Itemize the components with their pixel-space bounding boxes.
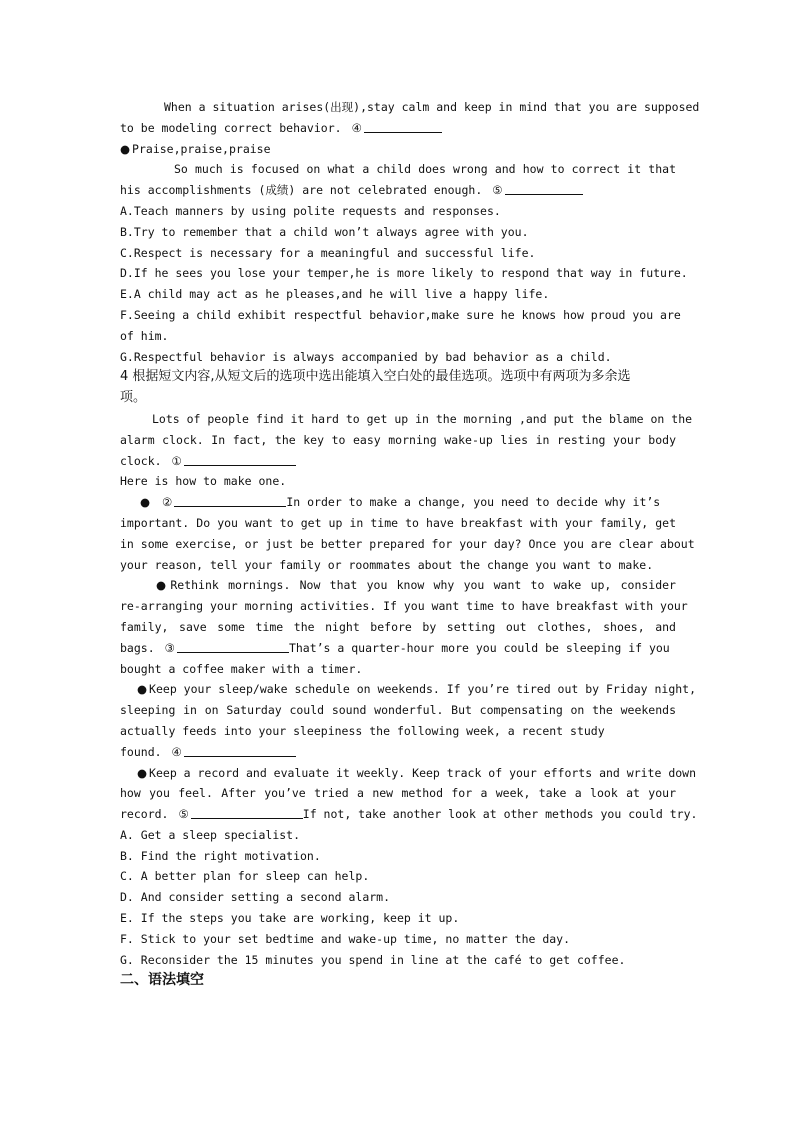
option-item: F.Seeing a child exhibit respectful behavior,make sure he knows how proud you are — [120, 307, 681, 322]
paragraph-line: Here is how to make one. — [120, 474, 287, 489]
paragraph-line: important. Do you want to get up in time to have breakfast with your family, get — [120, 515, 676, 530]
bullet-icon: ● — [140, 495, 151, 510]
blank-number: ④ — [351, 120, 362, 135]
option-item: D. And consider setting a second alarm. — [120, 890, 391, 905]
paragraph-line: his accomplishments (成绩) are not celebrated enough. ⑤ — [120, 180, 676, 201]
task-instruction: 4 根据短文内容,从短文后的选项中选出能填入空白处的最佳选项。选项中有两项为多余选 — [120, 369, 631, 385]
answer-blank[interactable] — [177, 640, 289, 653]
paragraph-line: in some exercise, or just be better prepared for your day? Once you are clear about — [120, 536, 695, 551]
paragraph-line: actually feeds into your sleepiness the following week, a recent study — [120, 723, 605, 738]
paragraph-line: When a situation arises(出现),stay calm and keep in mind that you are supposed — [164, 100, 700, 114]
option-item: B.Try to remember that a child won’t always agree with you. — [120, 224, 529, 239]
task-instruction: 项。 — [120, 390, 147, 406]
paragraph-line: family, save some time the night before by setting out clothes, shoes, and — [120, 619, 676, 634]
paragraph-line: bought a coffee maker with a timer. — [120, 661, 363, 676]
section-heading: 二、语法填空 — [120, 972, 204, 989]
section-heading: ● Praise,praise,praise — [120, 141, 271, 156]
document-page — [120, 97, 700, 991]
paragraph-line: ● Keep a record and evaluate it weekly. Keep track of your efforts and write down — [137, 765, 697, 780]
option-item: G.Respectful behavior is always accompanied by bad behavior as a child. — [120, 349, 612, 364]
option-item: C.Respect is necessary for a meaningful and successful life. — [120, 245, 536, 260]
paragraph-line: how you feel. After you’ve tried a new method for a week, take a look at your — [120, 786, 676, 801]
option-item: C. A better plan for sleep can help. — [120, 869, 370, 884]
paragraph-line: ● Keep your sleep/wake schedule on weekends. If you’re tired out by Friday night, — [137, 682, 697, 697]
answer-blank[interactable] — [364, 120, 442, 133]
blank-number: ② — [162, 495, 173, 510]
answer-blank[interactable] — [191, 806, 303, 819]
answer-blank[interactable] — [184, 744, 296, 757]
option-item: A. Get a sleep specialist. — [120, 827, 301, 842]
option-item: E. If the steps you take are working, keep it up. — [120, 911, 460, 926]
bullet-icon: ● — [137, 765, 148, 780]
paragraph-line: record. ⑤ If not, take another look at other methods you could try. — [120, 807, 698, 822]
paragraph-line: found. ④ — [120, 742, 676, 763]
blank-number: ① — [171, 453, 182, 468]
paragraph-line: re-arranging your morning activities. If you want time to have breakfast with your — [120, 599, 688, 614]
blank-number: ⑤ — [492, 183, 503, 198]
bullet-icon: ● — [120, 141, 131, 156]
paragraph-line: to be modeling correct behavior. ④ — [120, 118, 676, 139]
paragraph-line: sleeping in on Saturday could sound wonderful. But compensating on the weekends — [120, 703, 676, 718]
answer-blank[interactable] — [184, 453, 296, 466]
option-item: E.A child may act as he pleases,and he will live a happy life. — [120, 287, 550, 302]
option-item: of him. — [120, 328, 169, 343]
paragraph-line: bags. ③ That’s a quarter-hour more you could be sleeping if you — [120, 640, 670, 655]
paragraph-line: Lots of people find it hard to get up in the morning ,and put the blame on the — [152, 411, 693, 426]
option-item: A.Teach manners by using polite requests and responses. — [120, 203, 501, 218]
answer-blank[interactable] — [505, 182, 583, 195]
blank-number: ④ — [171, 744, 182, 759]
paragraph-line: ● ② In order to make a change, you need to decide why it’s — [140, 495, 661, 510]
option-item: B. Find the right motivation. — [120, 848, 321, 863]
paragraph-line: your reason, tell your family or roommates about the change you want to make. — [120, 557, 654, 572]
bullet-icon: ● — [156, 578, 169, 593]
option-item: G. Reconsider the 15 minutes you spend in line at the café to get coffee. — [120, 952, 626, 967]
answer-blank[interactable] — [174, 494, 286, 507]
option-item: F. Stick to your set bedtime and wake-up time, no matter the day. — [120, 931, 571, 946]
blank-number: ③ — [164, 640, 175, 655]
bullet-icon: ● — [137, 682, 148, 697]
paragraph-line: alarm clock. In fact, the key to easy morning wake-up lies in resting your body — [120, 432, 676, 447]
paragraph-line: ● Rethink mornings. Now that you know why you want to wake up, consider — [156, 578, 676, 593]
paragraph-line: So much is focused on what a child does wrong and how to correct it that — [174, 162, 676, 177]
blank-number: ⑤ — [178, 807, 189, 822]
option-item: D.If he sees you lose your temper,he is more likely to respond that way in future. — [120, 266, 688, 281]
paragraph-line: clock. ① — [120, 451, 676, 472]
